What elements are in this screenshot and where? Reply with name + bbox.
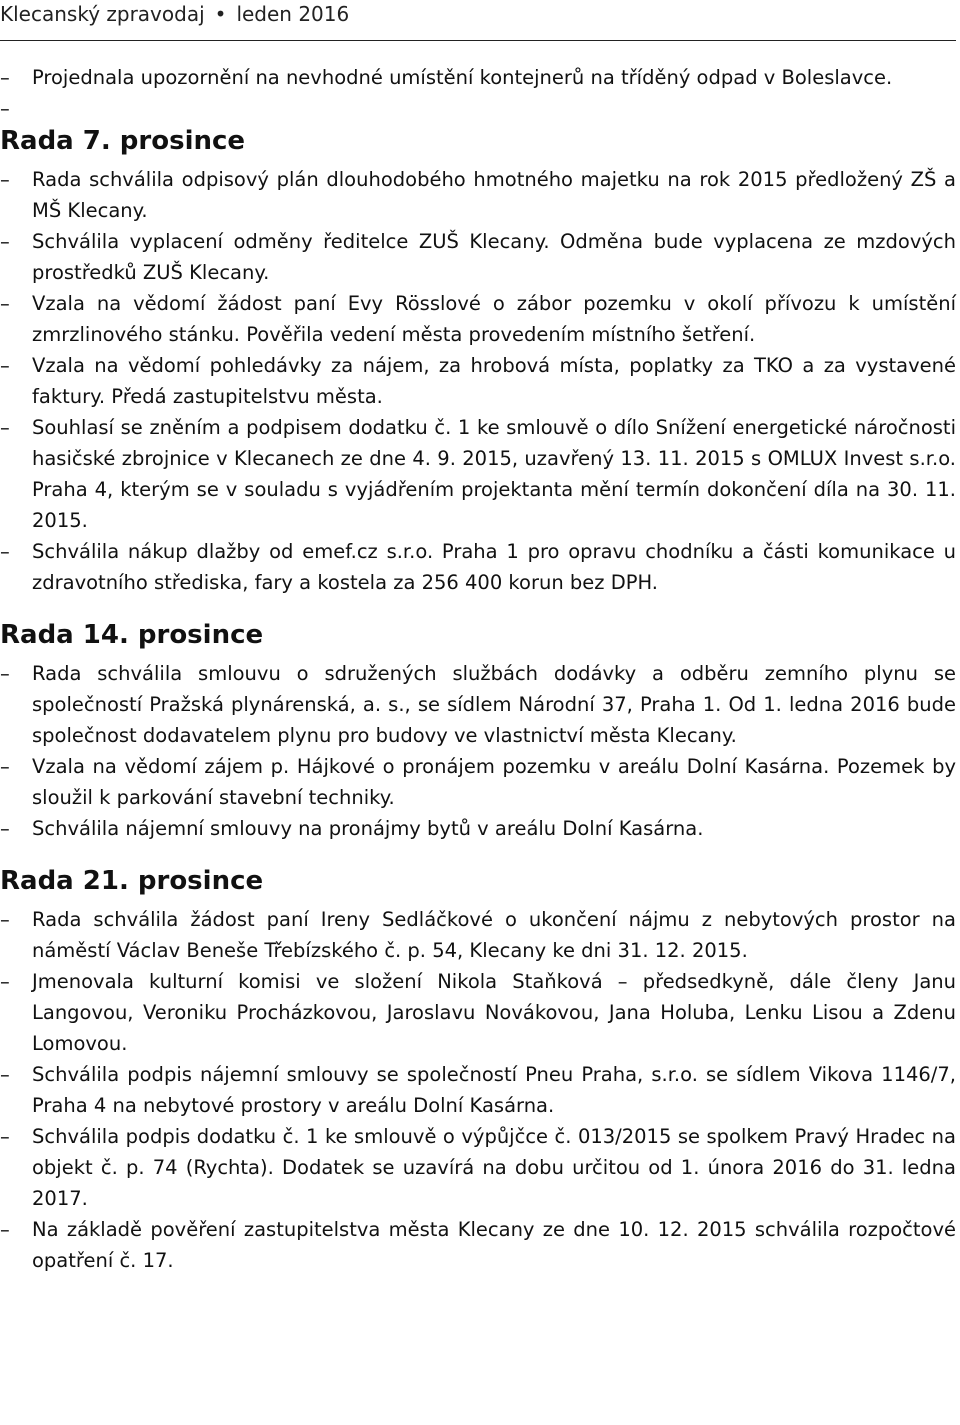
list-item-text: Schválila podpis dodatku č. 1 ke smlouvě o výpůjčce č. 013/2015 se spolkem Pravý Hradec na objekt č. p. 74 (Rychta). Dodatek se uzavírá na dobu určitou od 1. února 2016 do 31. ledna 2017.: [32, 1125, 956, 1210]
list-item: [0, 658, 956, 751]
list-item: [0, 226, 956, 288]
list-dash: –: [0, 908, 10, 931]
list-dash: –: [0, 416, 10, 439]
publication-name: Klecanský zpravodaj: [0, 2, 205, 26]
list-dash: –: [0, 168, 10, 191]
list-dash: –: [0, 66, 10, 89]
list-item: [0, 1121, 956, 1214]
header-bullet: •: [214, 2, 227, 26]
issue-date: leden 2016: [236, 2, 350, 26]
list-item: [0, 751, 956, 813]
list-item: [0, 350, 956, 412]
section-title: Rada 14. prosince: [0, 620, 264, 650]
list-item: [0, 904, 956, 966]
list-item: [0, 813, 956, 844]
list-item-text: Schválila vyplacení odměny ředitelce ZUŠ Klecany. Odměna bude vyplacena ze mzdových prostředků ZUŠ Klecany.: [32, 230, 956, 284]
list-dash: –: [0, 230, 10, 253]
list-item-text: Rada schválila odpisový plán dlouhodobého hmotného majetku na rok 2015 předložený ZŠ a MŠ Klecany.: [32, 168, 956, 222]
list-item: [0, 288, 956, 350]
list-dash: –: [0, 1125, 10, 1148]
document-body: [0, 62, 956, 1276]
list-dash: –: [0, 97, 10, 120]
list-item-text: Vzala na vědomí pohledávky za nájem, za hrobová místa, poplatky za TKO a za vystavené faktury. Předá zastupitelstvu města.: [32, 354, 956, 408]
list-item-text: Projednala upozornění na nevhodné umístění kontejnerů na tříděný odpad v Boleslavce.: [32, 66, 893, 89]
list-item: [0, 536, 956, 598]
list-item-text: Souhlasí se zněním a podpisem dodatku č. 1 ke smlouvě o dílo Snížení energetické náročnosti hasičské zbrojnice v Klecanech ze dne 4. 9. 2015, uzavřený 13. 11. 2015 s OMLUX Invest s.r.o. Praha 4, kterým se v souladu s vyjádřením projektanta mění termín dokončení díla na 30. 11. 2015.: [32, 416, 956, 532]
list-dash: –: [0, 1063, 10, 1086]
list-item: [0, 62, 956, 93]
list-item-text: Schválila nájemní smlouvy na pronájmy bytů v areálu Dolní Kasárna.: [32, 817, 704, 840]
list-item: [0, 412, 956, 536]
list-item-text: Rada schválila žádost paní Ireny Sedláčkové o ukončení nájmu z nebytových prostor na náměstí Václav Beneše Třebízského č. p. 54, Klecany ke dni 31. 12. 2015.: [32, 908, 956, 962]
section-title: Rada 21. prosince: [0, 866, 264, 896]
list-item-text: Schválila nákup dlažby od emef.cz s.r.o. Praha 1 pro opravu chodníku a části komunikace u zdravotního střediska, fary a kostela za 256 400 korun bez DPH.: [32, 540, 956, 594]
list-item: [0, 966, 956, 1059]
list-item-text: Schválila podpis nájemní smlouvy se společností Pneu Praha, s.r.o. se sídlem Vikova 1146/7, Praha 4 na nebytové prostory v areálu Dolní Kasárna.: [32, 1063, 956, 1117]
list-item-text: Vzala na vědomí zájem p. Hájkové o pronájem pozemku v areálu Dolní Kasárna. Pozemek by sloužil k parkování stavební techniky.: [32, 755, 956, 809]
list-dash: –: [0, 755, 10, 778]
list-dash: –: [0, 817, 10, 840]
list-item-text: Na základě pověření zastupitelstva města Klecany ze dne 10. 12. 2015 schválila rozpočtové opatření č. 17.: [32, 1218, 956, 1272]
section-title: Rada 7. prosince: [0, 126, 246, 156]
list-item-text: Jmenovala kulturní komisi ve složení Nikola Staňková – předsedkyně, dále členy Janu Langovou, Veroniku Procházkovou, Jaroslavu Novákovou, Jana Holuba, Lenku Lisou a Zdenu Lomovou.: [32, 970, 956, 1055]
list-dash: –: [0, 540, 10, 563]
list-dash: –: [0, 662, 10, 685]
list-item: [0, 1214, 956, 1276]
list-dash: –: [0, 1218, 10, 1241]
list-item: [0, 93, 956, 124]
list-dash: –: [0, 354, 10, 377]
list-item-text: Rada schválila smlouvu o sdružených službách dodávky a odběru zemního plynu se společností Pražská plynárenská, a. s., se sídlem Národní 37, Praha 1. Od 1. ledna 2016 bude společnost dodavatelem plynu pro budovy ve vlastnictví města Klecany.: [32, 662, 956, 747]
list-dash: –: [0, 970, 10, 993]
running-header: [0, 0, 956, 41]
list-item-text: Vzala na vědomí žádost paní Evy Rösslové o zábor pozemku v okolí přívozu k umístění zmrzlinového stánku. Pověřila vedení města provedením místního šetření.: [32, 292, 956, 346]
list-item: [0, 1059, 956, 1121]
list-item: [0, 164, 956, 226]
list-dash: –: [0, 292, 10, 315]
